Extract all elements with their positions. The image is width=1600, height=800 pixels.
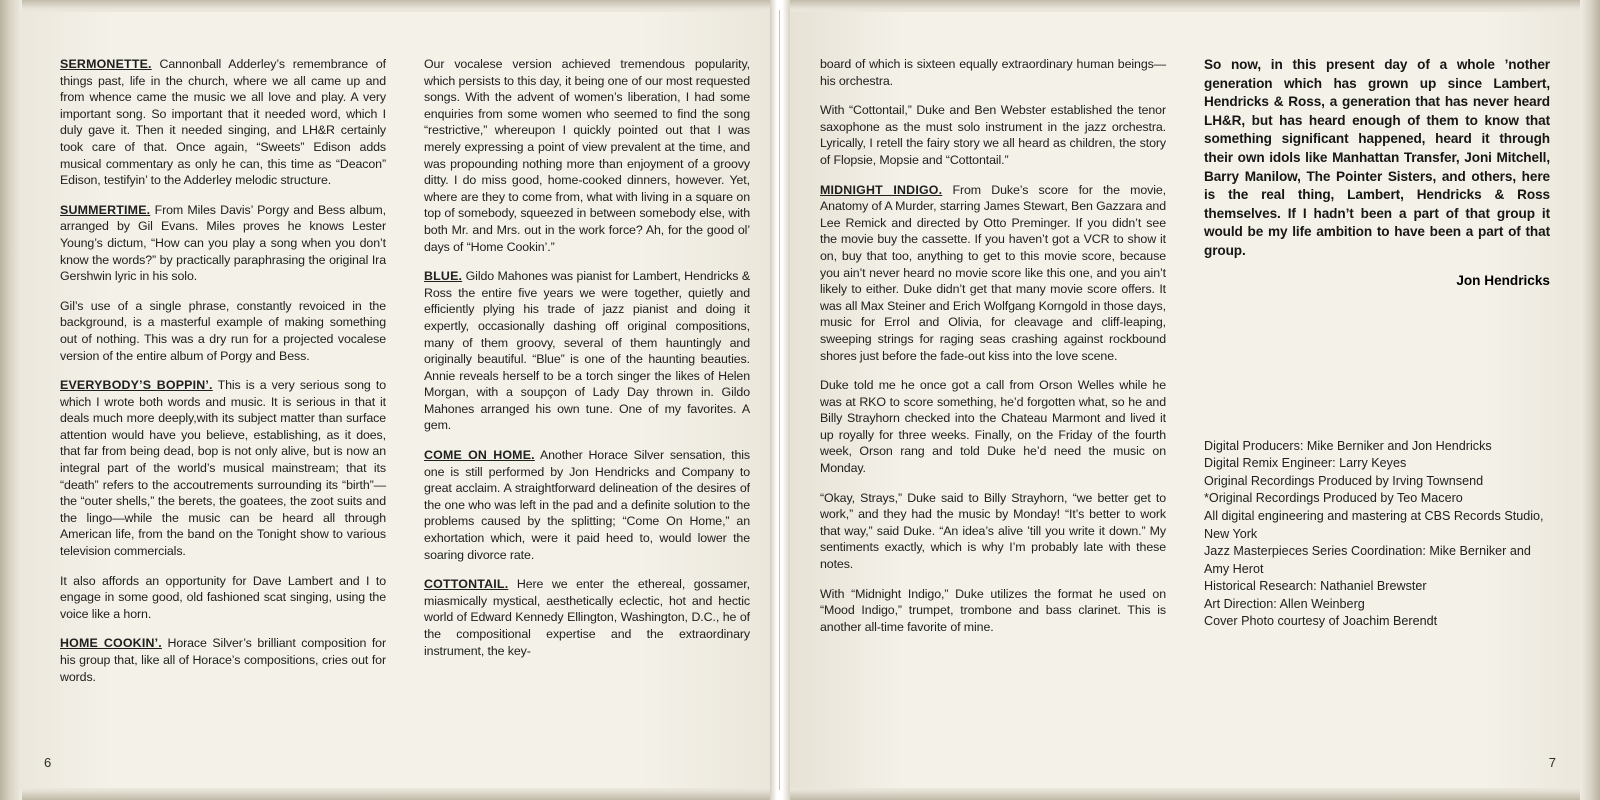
left-column-2 [424,56,750,698]
paragraph-midnight-indigo [820,182,1166,365]
credit-line: Historical Research: Nathaniel Brewster [1204,579,1427,594]
right-column-1 [820,56,1166,648]
paragraph-text: This is a very serious song to which I wrote both words and music. It is serious in that it deals much more deeply,with its subject matter than surface attention would have you believe, establishing, as it does, that far from being dead, bop is not only alive, but is now an integral part of the world’s musical mainstream; that its “death” refers to the accoutrements surrounding its “birth”—the “outer shells,” the berets, the goatees, the zoot suits and the lingo—while the music can be heard all through American life, from the band on the Tonight show to various television commercials. [60,378,386,559]
credit-line: Art Direction: Allen Weinberg [1204,596,1365,611]
paragraph-come-on-home [424,447,750,563]
section-heading-cottontail: COTTONTAIL. [424,577,509,592]
left-page-columns [60,56,750,698]
credits-block [1204,438,1550,632]
section-heading-summertime: SUMMERTIME. [60,202,151,217]
paragraph-text: From Miles Davis’ Porgy and Bess album, arranged by Gil Evans. Miles proves he knows Lester Young’s dictum, “How can you play a song when you don’t know the words?” by practically paraphrasing the original Ira Gershwin lyric in his solo. [60,202,386,284]
book-gutter [770,0,790,800]
paragraph-summertime [60,202,386,285]
closing-statement: So now, in this present day of a whole ’nother generation which has grown up since Lambert, Hendricks & Ross, a generation that has never heard LH&R, but has heard enough of them to know that something significant happened, heard it through their own idols like Manhattan Transfer, Joni Mitchell, Barry Manilow, The Pointer Sisters, and others, here is the real thing, Lambert, Hendricks & Ross themselves. If I hadn’t been a part of that group it would be my life ambition to have been a part of that group. [1204,57,1550,258]
credit-line: *Original Recordings Produced by Teo Macero [1204,491,1463,506]
paragraph-home-cookin [60,635,386,685]
paragraph-cottontail [424,576,750,659]
section-heading-come-on-home: COME ON HOME. [424,448,535,463]
paragraph-text: Cannonball Adderley’s remembrance of things past, life in the church, where we all came up and from whence came the music we all love and play. A very important song. So important that it needed word, which I duly gave it. Then it needed singing, and LH&R certainly took care of that. Once again, “Sweets” Edison adds musical commentary as only he can, this time as “Deacon” Edison, testifyin’ to the Adderley melodic structure. [60,57,386,188]
paragraph-midnight-indigo-format [820,586,1166,636]
paragraph-text: It also affords an opportunity for Dave Lambert and I to engage in some good, old fashioned scat singing, using the voice like a horn. [60,573,386,621]
credit-line: Original Recordings Produced by Irving Townsend [1204,473,1484,488]
paragraph-text: “Okay, Strays,” Duke said to Billy Strayhorn, “we better get to work,” and they had the music by Monday! “It’s better to work that way,” said Duke. “An idea’s alive ’till you write it down.” My sentiments exactly, which is why I’m probably late with these notes. [820,490,1166,572]
paragraph-blue [424,268,750,434]
paragraph-text: Here we enter the ethereal, gossamer, miasmically mystical, aesthetically eclectic, hot and hectic world of Edward Kennedy Ellington, Washington, D.C., he of the compositional expertise and the extraordinary instrument, the key- [424,577,750,658]
page-edge-left [0,0,22,800]
paragraph-text: Gil’s use of a single phrase, constantly revoiced in the background, is a masterful example of making something out of nothing. This was a dry run for a projected vocalese version of the entire album of Porgy and Bess. [60,298,386,363]
page-number-left: 6 [44,755,52,770]
paragraph-text: Another Horace Silver sensation, this one is still performed by Jon Hendricks and Company to great acclaim. A straightforward delineation of the desires of the one who was left in the pad and a definite solution to the problems caused by the splitting; “Come On Home,” an exhortation which, were it paid heed to, would lower the soaring divorce rate. [424,448,750,562]
credit-line: Jazz Masterpieces Series Coordination: Mike Berniker and Amy Herot [1204,544,1531,576]
paragraph-text: From Duke’s score for the movie, Anatomy of A Murder, starring James Stewart, Ben Gazzara and Lee Remick and directed by Otto Preminger. If you didn’t see the movie buy the cassette. If you haven’t got a VCR to show it on, buy that too, anything to get to this movie score, because you ain’t never heard no movie score like this one, and you ain’t likely to either. Duke didn’t get that many movie score offers. It was all Max Steiner and Erich Wolfgang Korngold in those days, music for Errol and Olivia, for cleavage and cliff-leaping, sweeping strings for raging seas crashing against rockbound shores just before the fade-out kiss into the love scene. [820,182,1167,363]
paragraph-vocalese-version [424,56,750,255]
section-heading-midnight-indigo: MIDNIGHT INDIGO. [820,182,943,197]
page-number-right: 7 [1548,755,1556,770]
credit-line: All digital engineering and mastering at CBS Records Studio, New York [1204,508,1544,541]
paragraph-okay-strays [820,490,1166,573]
paragraph-cottontail-tenor [820,102,1166,168]
left-column-1 [60,56,386,698]
section-heading-everybodys-boppin: EVERYBODY’S BOPPIN’. [60,378,213,393]
paragraph-text: With “Cottontail,” Duke and Ben Webster established the tenor saxophone as the must solo instrument in the jazz orchestra. Lyrically, I retell the fairy story we all heard as children, the story of Flopsie, Mopsie and “Cottontail.” [820,103,1166,167]
section-heading-home-cookin: HOME COOKIN’. [60,636,162,651]
paragraph-gils-use [60,298,386,364]
paragraph-keyboard-continued [820,56,1166,89]
paragraph-text: Our vocalese version achieved tremendous popularity, which persists to this day, it being one of our most requested songs. With the advent of women’s liberation, I had some enquiries from some women who seemed to find the song “restrictive,” whereupon I quickly pointed out that I was merely expressing a point of view prevalent at the time, and was propounding nothing more than enjoyment of a groovy ditty. I do miss good, home-cooked dinners, however. Yet, where are they to come from, what with living in a square on top of somebody, squeezed in between somebody else, with both Mr. and Mrs. out in the work force? Ah, for the good ol’ days of “Home Cookin’.” [424,57,750,254]
right-column-2 [1204,56,1550,648]
paragraph-sermonette [60,56,386,189]
right-page-columns [820,56,1550,648]
page-edge-right [1580,0,1600,800]
section-heading-blue: BLUE. [424,269,463,284]
paragraph-everybodys-boppin [60,377,386,560]
credit-line: Cover Photo courtesy of Joachim Berendt [1204,614,1438,629]
paragraph-text: With “Midnight Indigo,” Duke utilizes the format he used on “Mood Indigo,” trumpet, trombone and bass clarinet. This is another all-time favorite of mine. [820,586,1166,634]
section-heading-sermonette: SERMONETTE. [60,57,152,71]
credit-line: Digital Producers: Mike Berniker and Jon Hendricks [1204,438,1492,453]
paragraph-orson-welles [820,377,1166,477]
paragraph-text: Duke told me he once got a call from Orson Welles while he was at RKO to score something, he’d forgotten what, so he and Billy Strayhorn checked into the Chateau Marmont and lived it up royally for three weeks. Finally, on the Friday of the fourth week, Orson rang and told Duke he’d need the music on Monday. [820,378,1166,476]
credit-line: Digital Remix Engineer: Larry Keyes [1204,456,1407,471]
author-signature: Jon Hendricks [1456,272,1550,288]
paragraph-text: board of which is sixteen equally extraordinary human beings—his orchestra. [820,57,1166,88]
gutter-fold-line [779,10,780,790]
paragraph-scat-singing [60,573,386,623]
paragraph-text: Horace Silver’s brilliant composition for his group that, like all of Horace’s compositions, cries out for words. [60,636,387,684]
paragraph-text: Gildo Mahones was pianist for Lambert, Hendricks & Ross the entire five years we were together, quietly and efficiently plying his trade of jazz pianist and doing it expertly, occasionally dashing off original compositions, many of them groovy, several of them hauntingly and originally beautiful. “Blue” is one of the haunting beauties. Annie reveals herself to be a torch singer the likes of Helen Morgan, with a soupçon of Lady Day thrown in. Gildo Mahones arranged his own tune. One of my favorites. A gem. [424,269,750,433]
